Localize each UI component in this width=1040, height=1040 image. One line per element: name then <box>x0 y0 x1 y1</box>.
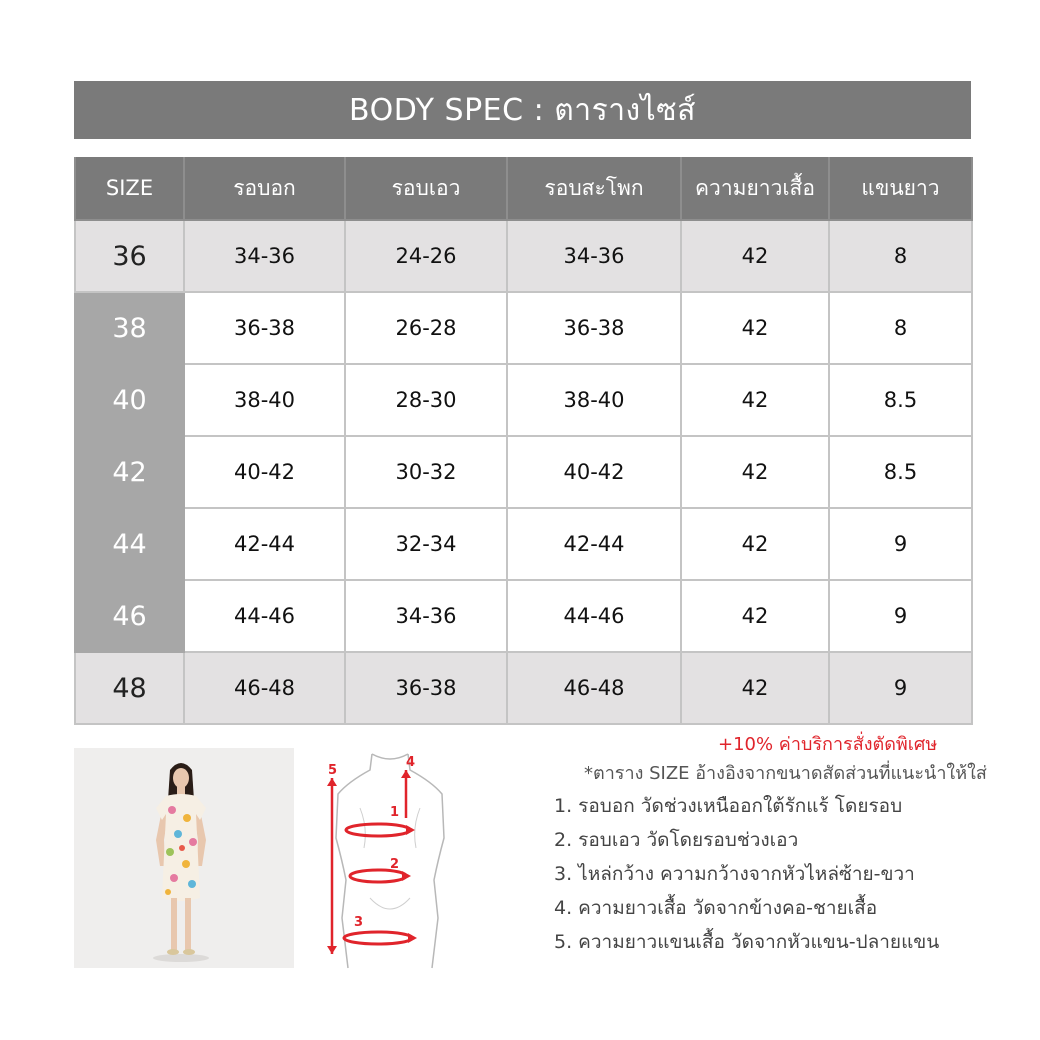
diagram-label-5: 5 <box>328 763 338 778</box>
length-cell: 42 <box>681 508 829 580</box>
size-reference-note: *ตาราง SIZE อ้างอิงจากขนาดสัดส่วนที่แนะนำให้ใส่ <box>584 763 987 784</box>
size-cell: 38 <box>75 292 184 364</box>
chest-cell: 44-46 <box>184 580 345 652</box>
chest-cell: 36-38 <box>184 292 345 364</box>
note-shoulder: 3. ไหล่กว้าง ความกว้างจากหัวไหล่ซ้าย-ขวา <box>554 863 915 885</box>
model-wearing-dress-image <box>74 748 294 968</box>
diagram-label-2: 2 <box>390 857 400 872</box>
waist-cell: 30-32 <box>345 436 507 508</box>
length-cell: 42 <box>681 220 829 292</box>
table-row <box>75 220 972 292</box>
chest-cell: 38-40 <box>184 364 345 436</box>
sleeve-cell: 8 <box>829 292 972 364</box>
table-row <box>75 292 972 364</box>
hip-cell: 42-44 <box>507 508 681 580</box>
hip-cell: 34-36 <box>507 220 681 292</box>
sleeve-cell: 9 <box>829 580 972 652</box>
waist-cell: 24-26 <box>345 220 507 292</box>
table-header-row <box>75 157 972 220</box>
note-chest: 1. รอบอก วัดช่วงเหนืออกใต้รักแร้ โดยรอบ <box>554 795 903 817</box>
header-length: ความยาวเสื้อ <box>681 157 829 220</box>
length-cell: 42 <box>681 292 829 364</box>
header-hip: รอบสะโพก <box>507 157 681 220</box>
size-cell: 42 <box>75 436 184 508</box>
table-row <box>75 652 972 724</box>
table-row <box>75 364 972 436</box>
diagram-label-4: 4 <box>406 755 416 770</box>
extra-charge-note: +10% ค่าบริการสั่งตัดพิเศษ <box>718 734 938 755</box>
model-photo <box>74 748 294 968</box>
chest-cell: 40-42 <box>184 436 345 508</box>
sleeve-cell: 8.5 <box>829 436 972 508</box>
sleeve-cell: 8 <box>829 220 972 292</box>
chest-cell: 42-44 <box>184 508 345 580</box>
length-cell: 42 <box>681 436 829 508</box>
note-waist: 2. รอบเอว วัดโดยรอบช่วงเอว <box>554 829 799 851</box>
waist-cell: 32-34 <box>345 508 507 580</box>
note-length: 4. ความยาวเสื้อ วัดจากข้างคอ-ชายเสื้อ <box>554 897 878 919</box>
sleeve-cell: 9 <box>829 508 972 580</box>
waist-cell: 36-38 <box>345 652 507 724</box>
length-cell: 42 <box>681 364 829 436</box>
hip-cell: 46-48 <box>507 652 681 724</box>
hip-cell: 44-46 <box>507 580 681 652</box>
diagram-label-1: 1 <box>390 805 400 820</box>
table-row <box>75 436 972 508</box>
diagram-label-3: 3 <box>354 915 364 930</box>
page-title: BODY SPEC : ตารางไซส์ <box>74 81 971 139</box>
size-cell: 40 <box>75 364 184 436</box>
size-cell: 36 <box>75 220 184 292</box>
waist-cell: 28-30 <box>345 364 507 436</box>
header-chest: รอบอก <box>184 157 345 220</box>
length-cell: 42 <box>681 652 829 724</box>
chest-cell: 46-48 <box>184 652 345 724</box>
sleeve-cell: 9 <box>829 652 972 724</box>
size-cell: 44 <box>75 508 184 580</box>
hip-cell: 40-42 <box>507 436 681 508</box>
header-size: SIZE <box>75 157 184 220</box>
length-cell: 42 <box>681 580 829 652</box>
note-sleeve: 5. ความยาวแขนเสื้อ วัดจากหัวแขน-ปลายแขน <box>554 931 940 953</box>
hip-cell: 38-40 <box>507 364 681 436</box>
measurement-notes <box>554 789 939 959</box>
header-waist: รอบเอว <box>345 157 507 220</box>
size-chart-table <box>74 157 973 725</box>
header-sleeve: แขนยาว <box>829 157 972 220</box>
size-cell: 46 <box>75 580 184 652</box>
table-row <box>75 508 972 580</box>
waist-cell: 26-28 <box>345 292 507 364</box>
hip-cell: 36-38 <box>507 292 681 364</box>
size-cell: 48 <box>75 652 184 724</box>
chest-cell: 34-36 <box>184 220 345 292</box>
measurement-diagram <box>320 748 460 970</box>
sleeve-cell: 8.5 <box>829 364 972 436</box>
table-row <box>75 580 972 652</box>
waist-cell: 34-36 <box>345 580 507 652</box>
